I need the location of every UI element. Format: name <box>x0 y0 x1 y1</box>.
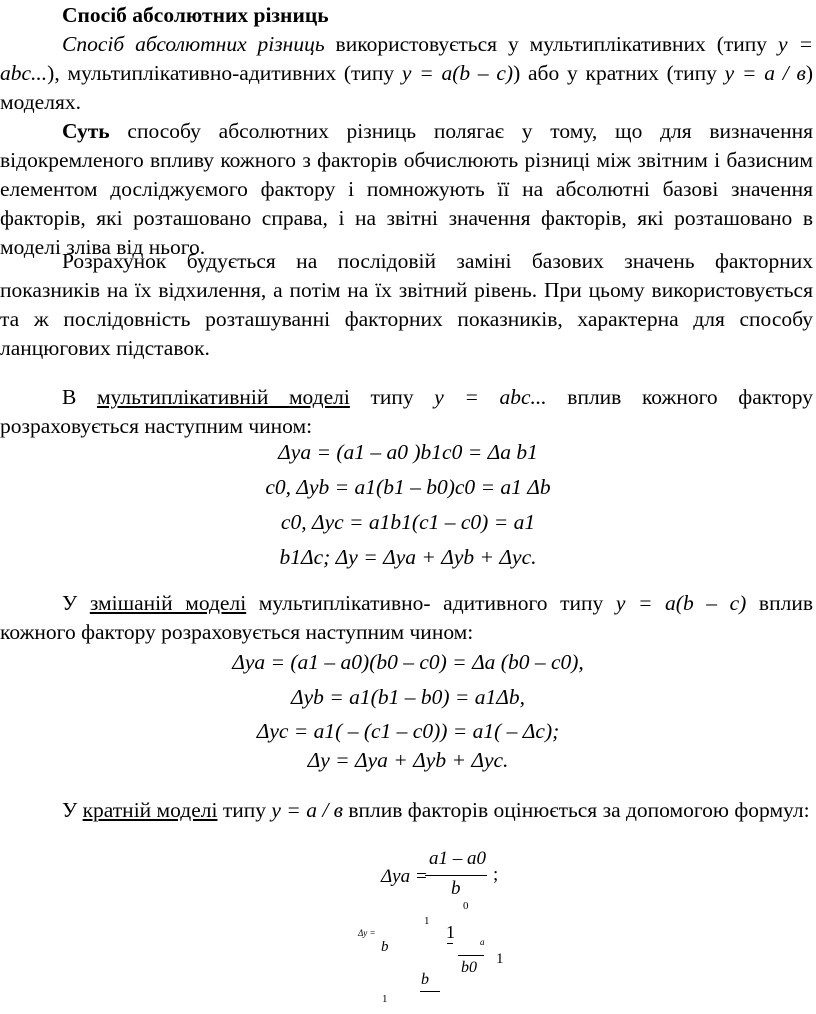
fraction2-a: а <box>480 937 485 947</box>
paragraph-multiplicative <box>0 383 813 441</box>
text: вплив факторів оцінюється за допомогою формул: <box>343 798 810 822</box>
formula-mult-2: с0, Δyb = а1(b1 – b0)с0 = а1 Δb <box>265 475 551 499</box>
fraction2-one-bottom: 1 <box>382 993 388 1005</box>
fraction2-b0: b0 <box>461 959 477 976</box>
bold-lead: Суть <box>62 119 110 143</box>
formula-mult-3: с0, Δyс = а1b1(с1 – с0) = а1 <box>280 510 536 534</box>
text: способу абсолютних різниць полягає у тому, що для визначення відокремленого впливу кожного з факторів обчислюють різниці між звітним і базисним елементом досліджуємого фактору і помножують її на абсолютні базові значення факторів, які розташовано справа, і на звітні значення факторів, які розташовано в моделі зліва від нього. <box>0 119 813 259</box>
text: типу <box>217 798 272 822</box>
formula-mult-4: b1Δс; Δy = Δyа + Δyb + Δyс. <box>279 545 537 569</box>
formula-inline: у = аbс... <box>434 385 547 409</box>
text: ) моделях. <box>0 61 813 114</box>
text: У <box>62 798 83 822</box>
formula-inline: у = аbс... <box>0 32 813 85</box>
fraction-lhs: Δyа = <box>381 866 428 887</box>
text: типу <box>349 385 435 409</box>
text: вплив кожного фактору розраховується наступним чином: <box>0 385 813 438</box>
fraction-denominator-sub: 0 <box>463 900 469 912</box>
fraction2-b: b <box>381 939 389 955</box>
text: В <box>62 385 97 409</box>
paragraph-intro <box>0 30 813 117</box>
formula-mixed-4: Δy = Δyа + Δyb + Δyс. <box>307 748 509 772</box>
fraction-denominator: b <box>451 878 461 899</box>
formula-mixed-1: Δyа = (а1 – а0)(b0 – с0) = Δа (b0 – с0), <box>232 650 584 674</box>
multiplicative-model-link[interactable]: мультиплікативній моделі <box>96 385 350 409</box>
paragraph-mixed <box>0 589 813 647</box>
formula-mult-1: Δyа = (а1 – а0 )b1с0 = Δа b1 <box>278 440 538 464</box>
text: мультиплікативно- адитивного типу <box>246 591 616 615</box>
paragraph-ratio <box>0 796 813 825</box>
fraction2-dash <box>447 943 453 944</box>
fraction2-one-right: 1 <box>496 951 504 967</box>
fraction2-one-mid: 1 <box>446 922 455 942</box>
fraction-formula-2 <box>355 915 525 1010</box>
text: вплив кожного фактору розраховується наступним чином: <box>0 591 813 644</box>
fraction-numerator: а1 – а0 <box>429 848 486 869</box>
text: У <box>62 591 90 615</box>
formula-mixed-3: Δyс = а1( – (с1 – с0)) = а1( – Δс); <box>256 719 560 743</box>
formula-inline: у = а / в <box>271 798 343 822</box>
text: ) або у кратних (типу <box>513 61 725 85</box>
text: Розрахунок будується на послідовій заміні базових значень факторних показників на їх відхилення, а потім на їх звітний рівень. При цьому використовується та ж послідовність розташуванні факторних показників, характерна для способу ланцюгових підставок. <box>0 249 813 360</box>
paragraph-essence <box>0 117 813 262</box>
formula-inline: у = а(b – с) <box>615 591 747 615</box>
fraction-formula-1 <box>381 848 531 912</box>
fraction2-one-top: 1 <box>424 915 430 927</box>
fraction2-b-low: b <box>421 971 429 988</box>
section-heading: Спосіб абсолютних різниць <box>62 3 329 27</box>
mixed-model-link[interactable]: змішаній моделі <box>89 591 247 615</box>
italic-lead: Спосіб абсолютних різниць <box>62 32 325 56</box>
formula-inline: у = а / в <box>724 61 806 85</box>
ratio-model-link[interactable]: кратній моделі <box>82 798 218 822</box>
paragraph-calculation <box>0 247 813 363</box>
formula-mixed-2: Δyb = а1(b1 – b0) = а1Δb, <box>291 685 525 709</box>
formula-inline: у = а(b – с) <box>401 61 514 85</box>
text: використовується у мультиплікативних (типу <box>324 32 778 56</box>
text: ), мультиплікативно-адитивних (типу <box>47 61 402 85</box>
fraction-tail: ; <box>493 864 499 885</box>
fraction2-bar-low <box>420 991 440 992</box>
fraction2-lhs: Δy = <box>358 928 376 938</box>
